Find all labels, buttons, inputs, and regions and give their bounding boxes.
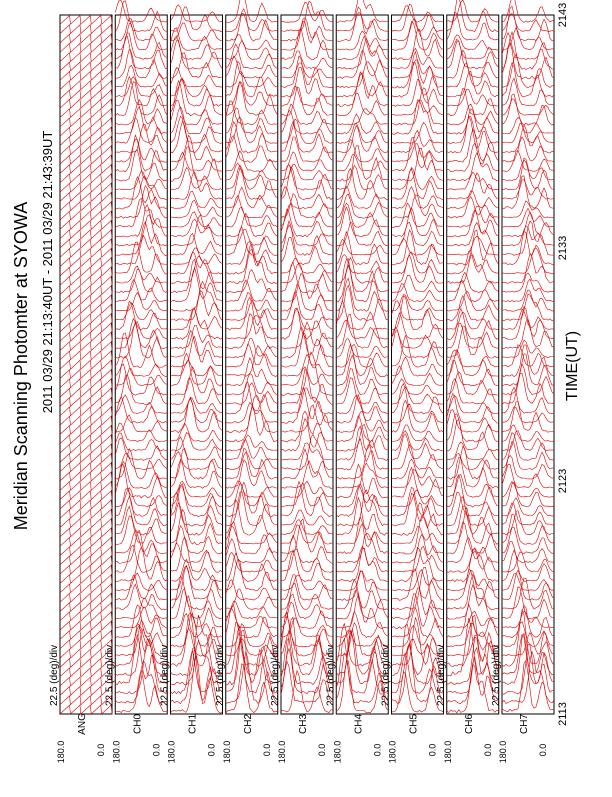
y-tick-label-bottom: 0.0	[261, 743, 272, 757]
x-tick-label: 2123	[557, 468, 569, 494]
y-axis-label: CH5	[408, 713, 420, 735]
y-axis-label: CH0	[132, 713, 144, 735]
scale-label: 22.5 (deg)/div	[270, 644, 281, 706]
y-tick-label-bottom: 0.0	[372, 743, 383, 757]
y-tick-label-bottom: 0.0	[151, 743, 162, 757]
scale-label: 22.5 (deg)/div	[49, 644, 60, 706]
scale-label: 22.5 (deg)/div	[104, 644, 116, 706]
y-tick-label-bottom: 0.0	[317, 743, 327, 757]
scale-label: 22.5 (deg)/div	[159, 644, 171, 706]
y-axis-label: CH6	[463, 713, 475, 735]
y-axis-label: CH7	[519, 713, 530, 735]
y-axis-label: CH3	[298, 713, 309, 735]
time-range-text: 2011 03/29 21:13:40UT - 2011 03/29 21:43:39UT	[40, 130, 55, 414]
y-tick-label-top: 180.0	[221, 740, 232, 764]
y-tick-label-top: 180.0	[166, 740, 177, 764]
y-tick-label-top: 180.0	[332, 740, 343, 764]
x-tick-label: 2133	[557, 235, 569, 261]
y-tick-label-top: 180.0	[111, 740, 122, 764]
y-tick-label-top: 180.0	[56, 740, 66, 764]
y-tick-label-top: 180.0	[498, 740, 508, 764]
y-axis-label: CH4	[353, 713, 365, 735]
y-axis-label: CH1	[187, 713, 199, 735]
x-axis-label: TIME(UT)	[564, 330, 581, 402]
scale-label: 22.5 (deg)/div	[214, 644, 226, 706]
y-tick-label-top: 180.0	[387, 740, 398, 764]
y-tick-label-bottom: 0.0	[206, 743, 217, 757]
x-tick-label: 2143	[557, 2, 569, 28]
chart-title: Meridian Scanning Photomter at SYOWA	[11, 201, 31, 531]
y-axis-label: CH2	[242, 713, 254, 735]
y-tick-label-top: 180.0	[277, 740, 287, 764]
scale-label: 22.5 (deg)/div	[491, 644, 502, 706]
y-axis-label: ANG	[77, 713, 88, 735]
scale-label: 22.5 (deg)/div	[380, 644, 392, 706]
scale-label: 22.5 (deg)/div	[325, 644, 337, 706]
scale-label: 22.5 (deg)/div	[435, 644, 447, 706]
x-tick-label: 2113	[557, 702, 569, 726]
y-tick-label-top: 180.0	[442, 740, 453, 764]
y-tick-label-bottom: 0.0	[427, 743, 438, 757]
y-tick-label-bottom: 0.0	[96, 743, 106, 757]
y-tick-label-bottom: 0.0	[482, 743, 493, 757]
y-tick-label-bottom: 0.0	[538, 743, 548, 757]
